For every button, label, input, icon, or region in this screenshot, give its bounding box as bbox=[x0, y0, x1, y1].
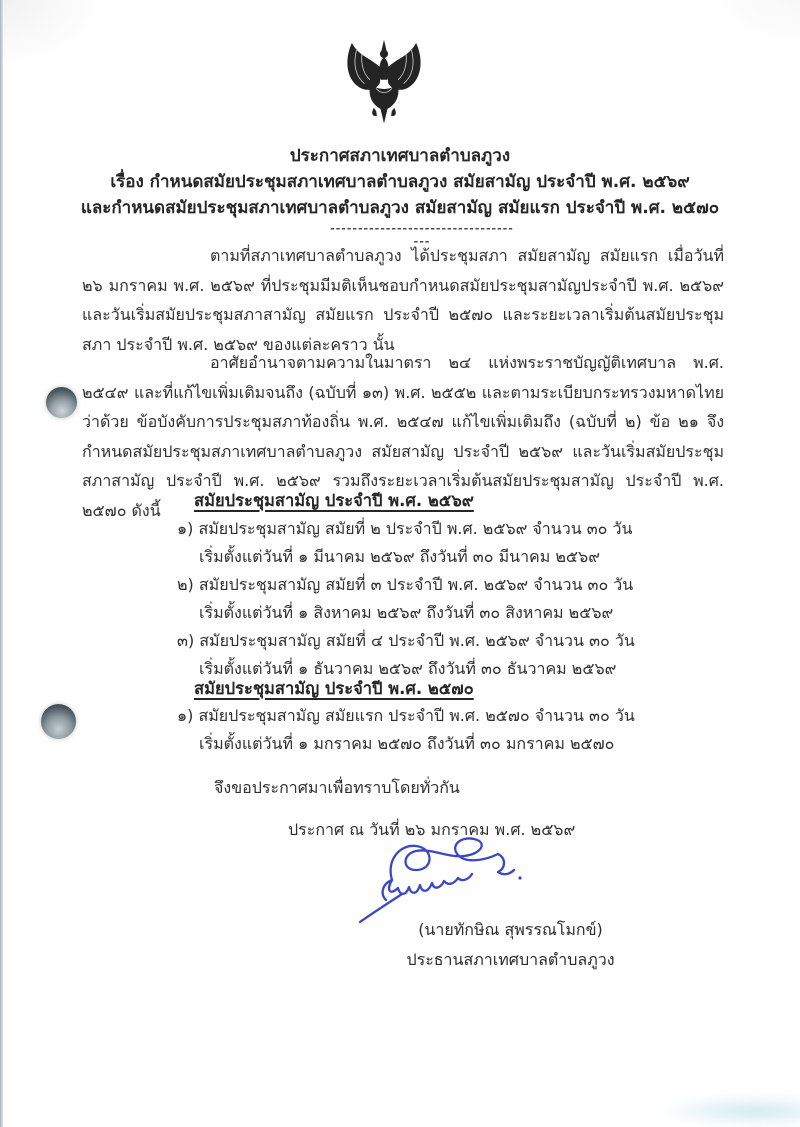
section-2-item-1-line-2: เริ่มตั้งแต่วันที่ ๑ มกราคม ๒๕๗๐ ถึงวันที่ ๓๐ มกราคม ๒๕๗๐ bbox=[199, 734, 615, 753]
signatory-position: ประธานสภาเทศบาลตำบลภูวง bbox=[406, 950, 615, 969]
section-1-item-3-line-2: เริ่มตั้งแต่วันที่ ๑ ธันวาคม ๒๕๖๙ ถึงวันที่ ๓๐ ธันวาคม ๒๕๖๙ bbox=[199, 659, 617, 678]
scan-smudge bbox=[660, 1096, 800, 1126]
paragraph-2: อาศัยอำนาจตามความในมาตรา ๒๔ แห่งพระราชบัญญัติเทศบาล พ.ศ. ๒๕๔๙ และที่แก้ไขเพิ่มเติมจนถึง (ฉบับที่ ๑๓) พ.ศ. ๒๕๕๒ และตามระเบียบกระทรวงมหาดไทยว่าด้วย ข้อบังคับการประชุมสภาท้องถิ่น พ.ศ. ๒๕๔๗ แก้ไขเพิ่มเติมถึง (ฉบับที่ ๒) ข้อ ๒๑ จึงกำหนดสมัยประชุมสภาเทศบาลตำบลภูวง สมัยสามัญ ประจำปี ๒๕๖๙ และวันเริ่มสมัยประชุมสภาสามัญ ประจำปี พ.ศ. ๒๕๖๙ รวมถึงระยะเวลาเริ่มต้นสมัยประชุมสามัญ ประจำปี พ.ศ. ๒๕๗๐ ดังนี้ bbox=[82, 353, 724, 520]
section-1-item-2-line-2: เริ่มตั้งแต่วันที่ ๑ สิงหาคม ๒๕๖๙ ถึงวันที่ ๓๐ สิงหาคม ๒๕๖๙ bbox=[199, 603, 614, 622]
date-line: ประกาศ ณ วันที่ ๒๖ มกราคม พ.ศ. ๒๕๖๙ bbox=[288, 820, 576, 839]
signature-scribble bbox=[356, 834, 541, 926]
section-1-item-3-line-1: ๓) สมัยประชุมสามัญ สมัยที่ ๔ ประจำปี พ.ศ. ๒๕๖๙ จำนวน ๓๐ วัน bbox=[177, 631, 635, 650]
section-1-item-2-line-1: ๒) สมัยประชุมสามัญ สมัยที่ ๓ ประจำปี พ.ศ. ๒๕๖๙ จำนวน ๓๐ วัน bbox=[177, 575, 634, 594]
section-1-heading: สมัยประชุมสามัญ ประจำปี พ.ศ. ๒๕๖๙ bbox=[194, 491, 474, 510]
hole-punch-bottom bbox=[41, 704, 76, 739]
section-2-item-1-line-1: ๑) สมัยประชุมสามัญ สมัยแรก ประจำปี พ.ศ. ๒๕๗๐ จำนวน ๓๐ วัน bbox=[177, 706, 635, 725]
title-line-2: เรื่อง กำหนดสมัยประชุมสภาเทศบาลตำบลภูวง สมัยสามัญ ประจำปี พ.ศ. ๒๕๖๙ bbox=[110, 172, 690, 192]
separator-dashes: ------------------------------------ bbox=[330, 222, 514, 248]
section-2-heading: สมัยประชุมสามัญ ประจำปี พ.ศ. ๒๕๗๐ bbox=[194, 679, 474, 698]
paragraph-1: ตามที่สภาเทศบาลตำบลภูวง ได้ประชุมสภา สมัยสามัญ สมัยแรก เมื่อวันที่ ๒๖ มกราคม พ.ศ. ๒๕๖๙ ที่ประชุมมีมติเห็นชอบกำหนดสมัยประชุมสามัญประจำปี พ.ศ. ๒๕๖๙ และวันเริ่มสมัยประชุมสภาสามัญ สมัยแรก ประจำปี ๒๕๗๐ และระยะเวลาเริ่มต้นสมัยประชุมสภา ประจำปี พ.ศ. ๒๕๖๙ ของแต่ละคราว นั้น bbox=[82, 246, 724, 354]
closing-line: จึงขอประกาศมาเพื่อทราบโดยทั่วกัน bbox=[214, 778, 460, 797]
signatory-name: (นายทักษิณ สุพรรณโมกข์) bbox=[418, 920, 603, 939]
title-line-3: และกำหนดสมัยประชุมสภาเทศบาลตำบลภูวง สมัยสามัญ สมัยแรก ประจำปี พ.ศ. ๒๕๗๐ bbox=[80, 198, 720, 218]
section-1-item-1-line-1: ๑) สมัยประชุมสามัญ สมัยที่ ๒ ประจำปี พ.ศ. ๒๕๖๙ จำนวน ๓๐ วัน bbox=[177, 519, 633, 538]
title-line-1: ประกาศสภาเทศบาลตำบลภูวง bbox=[289, 146, 511, 166]
garuda-emblem bbox=[337, 38, 431, 134]
hole-punch-top bbox=[46, 387, 77, 418]
section-1-item-1-line-2: เริ่มตั้งแต่วันที่ ๑ มีนาคม ๒๕๖๙ ถึงวันที่ ๓๐ มีนาคม ๒๕๖๙ bbox=[199, 547, 600, 566]
